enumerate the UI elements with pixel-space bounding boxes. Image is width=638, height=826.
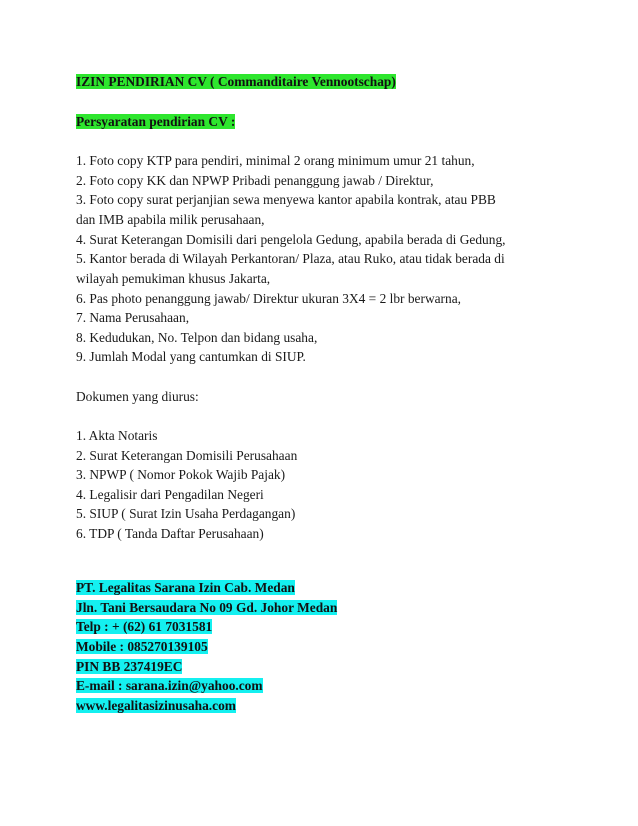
document-item: 5. SIUP ( Surat Izin Usaha Perdagangan)	[76, 506, 296, 521]
contact-line	[76, 697, 236, 715]
document-item: 4. Legalisir dari Pengadilan Negeri	[76, 487, 264, 502]
company-email: E-mail : sarana.izin@yahoo.com	[76, 678, 263, 693]
company-pin-bb: PIN BB 237419EC	[76, 659, 183, 674]
document-item: 2. Surat Keterangan Domisili Perusahaan	[76, 448, 298, 463]
requirement-item: 6. Pas photo penanggung jawab/ Direktur ukuran 3X4 = 2 lbr berwarna,	[76, 291, 462, 306]
requirement-item: 3. Foto copy surat perjanjian sewa menyewa kantor apabila kontrak, atau PBB	[76, 192, 496, 207]
requirements-heading: Persyaratan pendirian CV :	[76, 114, 236, 129]
title-line	[76, 73, 396, 91]
requirement-item: 8. Kedudukan, No. Telpon dan bidang usaha,	[76, 330, 318, 345]
requirement-item: 4. Surat Keterangan Domisili dari pengelola Gedung, apabila berada di Gedung,	[76, 232, 506, 247]
company-website: www.legalitasizinusaha.com	[76, 698, 236, 713]
requirement-item: 9. Jumlah Modal yang cantumkan di SIUP.	[76, 349, 306, 364]
document-item: 1. Akta Notaris	[76, 428, 158, 443]
company-address: Jln. Tani Bersaudara No 09 Gd. Johor Medan	[76, 600, 338, 615]
requirement-item: 5. Kantor berada di Wilayah Perkantoran/ Plaza, atau Ruko, atau tidak berada di	[76, 251, 505, 266]
req-heading-line	[76, 113, 235, 131]
company-mobile: Mobile : 085270139105	[76, 639, 208, 654]
contact-line	[76, 599, 337, 617]
company-name: PT. Legalitas Sarana Izin Cab. Medan	[76, 580, 295, 595]
contact-line	[76, 579, 295, 597]
documents-heading: Dokumen yang diurus:	[76, 389, 199, 404]
contact-line	[76, 658, 182, 676]
document-item: 6. TDP ( Tanda Daftar Perusahaan)	[76, 526, 264, 541]
company-phone: Telp : + (62) 61 7031581	[76, 619, 213, 634]
contact-line	[76, 638, 208, 656]
requirement-item: wilayah pemukiman khusus Jakarta,	[76, 271, 271, 286]
requirement-item: dan IMB apabila milik perusahaan,	[76, 212, 265, 227]
document-title: IZIN PENDIRIAN CV ( Commanditaire Vennootschap)	[76, 74, 396, 89]
requirement-item: 1. Foto copy KTP para pendiri, minimal 2 orang minimum umur 21 tahun,	[76, 153, 475, 168]
document-item: 3. NPWP ( Nomor Pokok Wajib Pajak)	[76, 467, 286, 482]
requirement-item: 7. Nama Perusahaan,	[76, 310, 190, 325]
requirement-item: 2. Foto copy KK dan NPWP Pribadi penanggung jawab / Direktur,	[76, 173, 434, 188]
contact-line	[76, 618, 212, 636]
contact-line	[76, 677, 263, 695]
